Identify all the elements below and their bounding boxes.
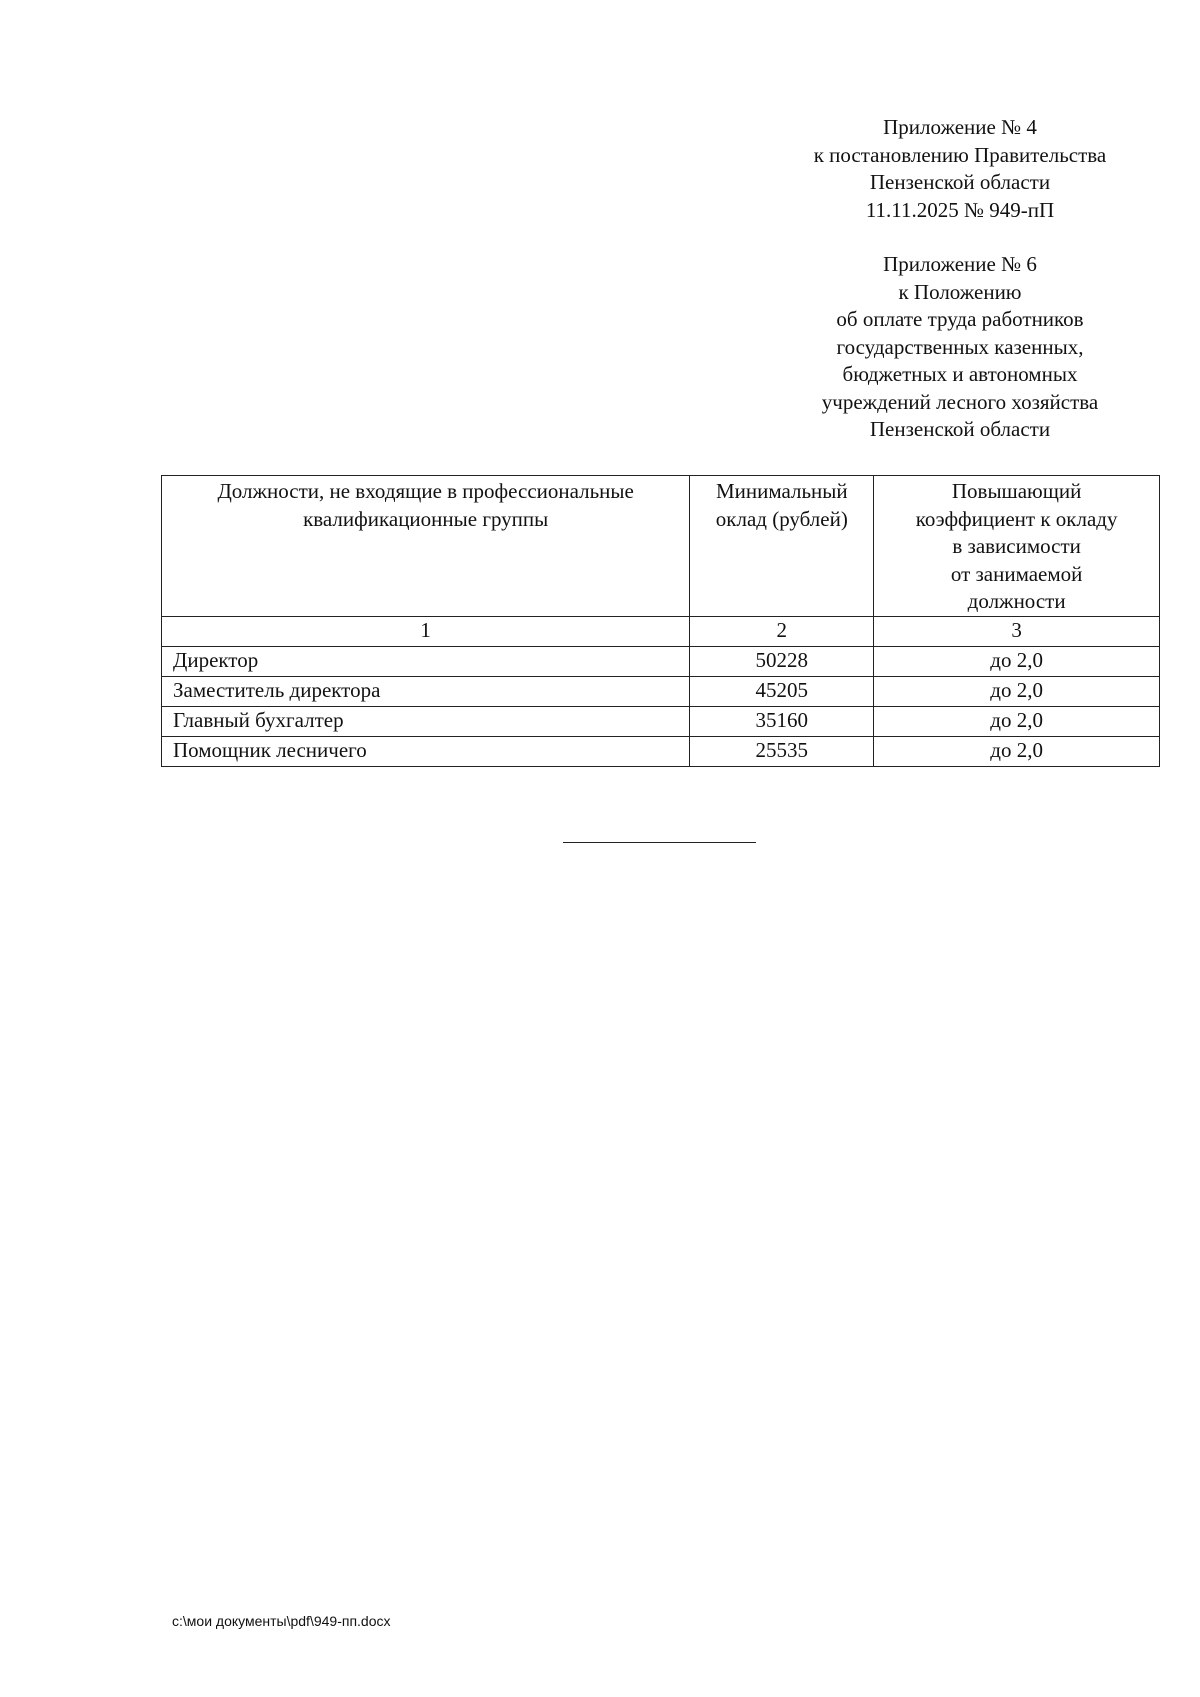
position-cell: Помощник лесничего <box>162 736 690 766</box>
position-cell: Директор <box>162 646 690 676</box>
coefficient-cell: до 2,0 <box>874 736 1160 766</box>
header-positions: Должности, не входящие в профессиональные квалификационные группы <box>162 476 690 617</box>
appendix-6-line: государственных казенных, <box>836 334 1084 359</box>
position-cell: Заместитель директора <box>162 676 690 706</box>
table-row <box>162 736 1160 766</box>
appendix-6-block <box>770 251 1150 444</box>
appendix-6-line: Приложение № 6 <box>883 252 1037 276</box>
salary-cell: 35160 <box>690 706 874 736</box>
salary-cell: 50228 <box>690 646 874 676</box>
table-row <box>162 646 1160 676</box>
header-min-salary: Минимальный оклад (рублей) <box>690 476 874 617</box>
column-number: 1 <box>162 616 690 646</box>
table-row <box>162 676 1160 706</box>
file-path-footer: c:\мои документы\pdf\949-пп.docx <box>172 1613 391 1629</box>
table-header-row <box>162 476 1160 617</box>
coefficient-cell: до 2,0 <box>874 706 1160 736</box>
end-separator-line <box>563 842 756 843</box>
header-coefficient: Повышающий коэффициент к окладу в зависимости от занимаемой должности <box>874 476 1160 617</box>
column-number: 3 <box>874 616 1160 646</box>
appendix-4-line: Приложение № 4 <box>883 115 1037 139</box>
salary-cell: 45205 <box>690 676 874 706</box>
salary-cell: 25535 <box>690 736 874 766</box>
appendix-4-date-number: 11.11.2025 № 949-пП <box>865 197 1055 222</box>
column-number: 2 <box>690 616 874 646</box>
appendix-4-line: к постановлению Правительства <box>813 142 1107 167</box>
coefficient-cell: до 2,0 <box>874 646 1160 676</box>
appendix-6-line: к Положению <box>898 279 1022 304</box>
appendix-4-block <box>770 114 1150 224</box>
column-number-row <box>162 616 1160 646</box>
appendix-6-line: учреждений лесного хозяйства <box>821 389 1099 414</box>
coefficient-cell: до 2,0 <box>874 676 1160 706</box>
table-row <box>162 706 1160 736</box>
appendix-6-line: об оплате труда работников <box>836 307 1084 331</box>
salary-table <box>161 475 1160 767</box>
appendix-6-line: Пензенской области <box>869 417 1051 441</box>
position-cell: Главный бухгалтер <box>162 706 690 736</box>
appendix-4-line: Пензенской области <box>869 170 1051 194</box>
appendix-6-line: бюджетных и автономных <box>842 362 1078 386</box>
